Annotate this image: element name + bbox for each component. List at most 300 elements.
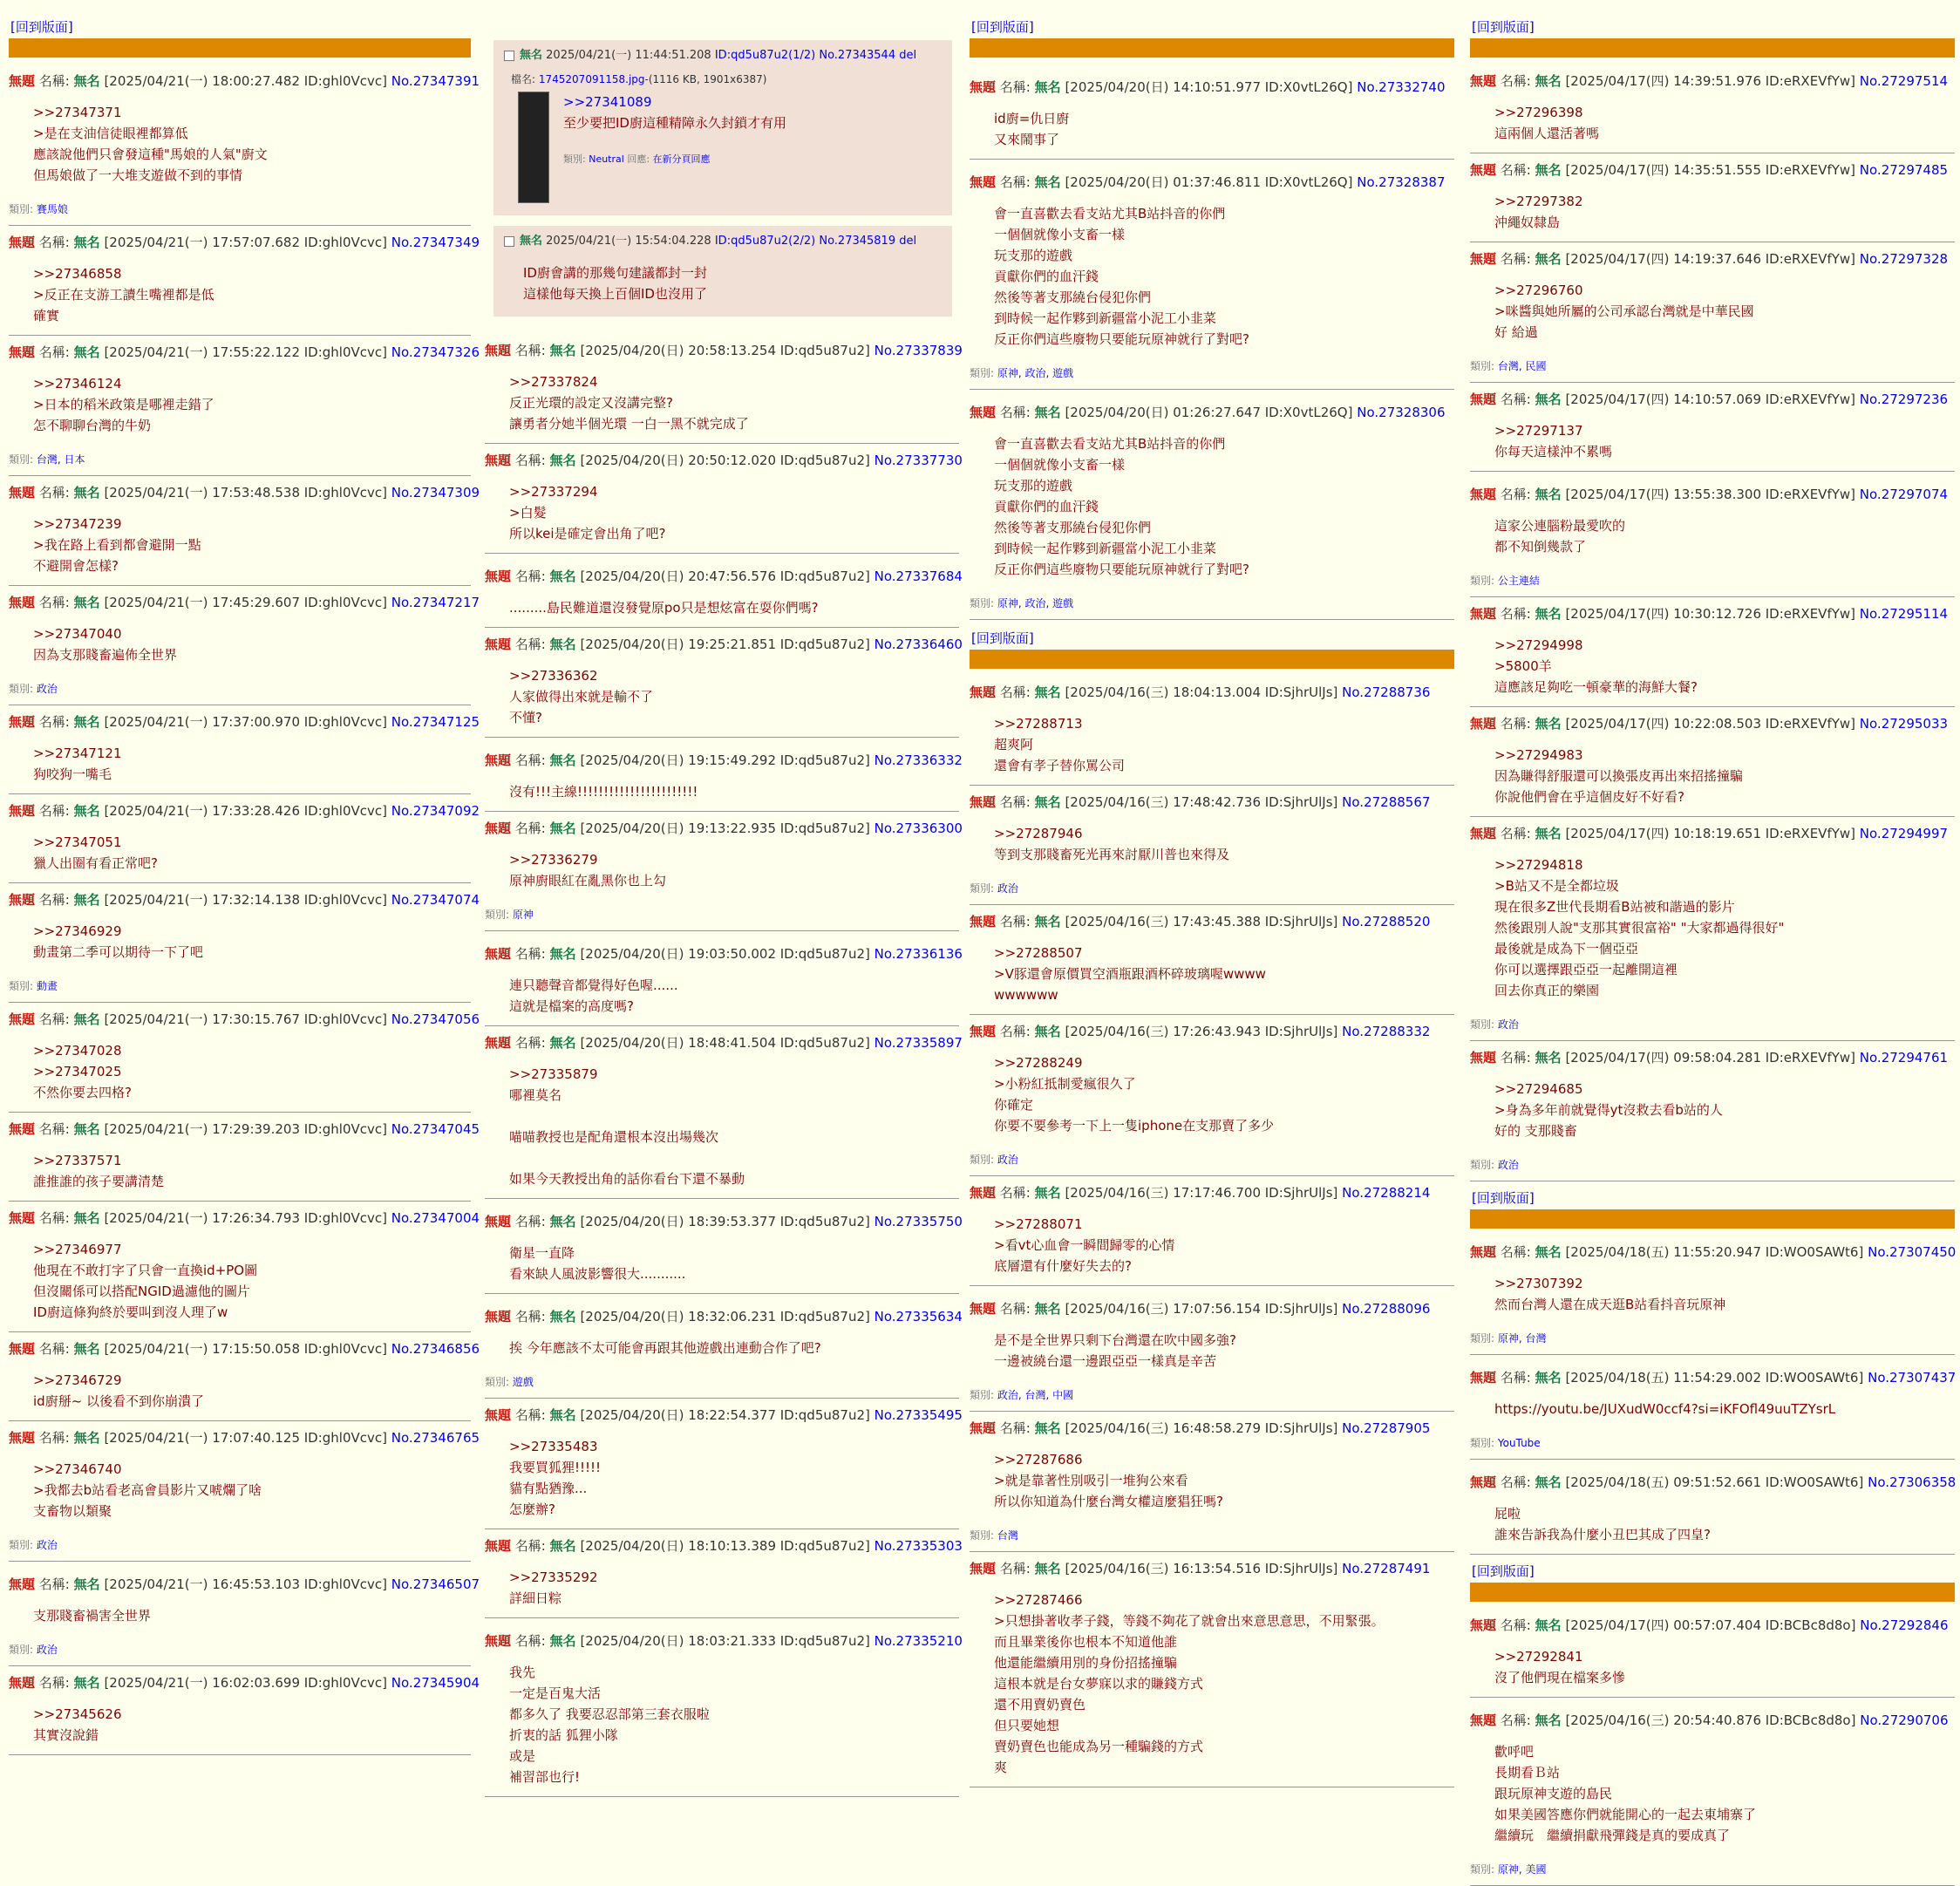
post-title: 無題 [970,1301,997,1317]
post-body: >>27287466 >只想掛著收孝子錢，等錢不夠花了就會出來意思意思，不用緊張。 而且畢業後你也根本不知道他誰 他還能繼續用別的身份招搖撞騙 這根本就是台女夢寐以求的賺錢方式 還不用賣奶賣色 但只要她想 賣奶賣色也能成為另一種騙錢的方式 爽 [994,1592,1385,1775]
post-number[interactable]: No.27288736 [1342,684,1431,700]
post-title: 無題 [970,1420,997,1436]
poster-name: 無名 [1034,914,1061,929]
post-title: 無題 [485,1538,512,1554]
post [1470,242,1955,383]
post-number[interactable]: No.27297236 [1859,391,1949,407]
post-number[interactable]: No.27335634 [874,1309,963,1324]
back-to-board-link[interactable]: [回到版面] [971,630,1034,646]
category-label: 類別: [1470,575,1495,587]
post-number[interactable]: No.27288520 [1342,914,1431,929]
post-title: 無題 [485,569,512,584]
name-label: 名稱: [1500,391,1531,407]
post-header [485,820,963,837]
poster-name: 無名 [1535,826,1562,841]
category-tags[interactable]: 政治 [997,882,1018,895]
name-label: 名稱: [38,714,70,730]
category-label: 類別: [970,1389,995,1401]
poster-name: 無名 [1034,1561,1061,1576]
post-header [970,78,1454,96]
post [970,160,1454,390]
post-title: 無題 [1470,1244,1497,1260]
category-tags[interactable]: 原神 [512,909,534,921]
category-label: 類別: [485,1376,510,1388]
back-to-board-link[interactable]: [回到版面] [1472,1563,1535,1579]
post-number[interactable]: No.27345819 [819,235,896,248]
post-number[interactable]: No.27335303 [874,1538,963,1554]
post-number[interactable]: No.27336300 [874,820,963,836]
back-to-board-link[interactable]: [回到版面] [971,19,1034,35]
post-date: [2025/04/20(日) 20:50:12.020 ID:qd5u87u2] [580,453,870,468]
post-title: 無題 [485,820,512,836]
poster-name: 無名 [73,803,100,819]
category-tags[interactable]: 台灣 [997,1529,1018,1542]
post-date: [2025/04/16(三) 17:07:56.154 ID:SjhrUlJs] [1065,1301,1338,1317]
select-checkbox[interactable] [504,236,514,247]
post-title: 無題 [970,914,997,929]
post-date: [2025/04/17(四) 14:10:57.069 ID:eRXEVfYw] [1565,391,1856,407]
name-label: 名稱: [1500,1244,1531,1260]
post-title: 無題 [9,344,36,360]
post-number[interactable]: No.27347391 [391,73,480,89]
post-number[interactable]: No.27295033 [1859,716,1949,732]
poster-name: 無名 [1034,405,1061,420]
post-title: 無題 [9,73,36,89]
name-label: 名稱: [999,405,1031,420]
post-number[interactable]: No.27297514 [1859,73,1949,89]
column-1 [9,12,480,1755]
post-date: [2025/04/20(日) 18:03:21.333 ID:qd5u87u2] [580,1633,870,1649]
post-categories [1470,1435,1955,1450]
post-number[interactable]: No.27343544 [819,49,896,62]
category-tags[interactable]: 原神, 政治, 遊戲 [997,597,1074,609]
post-categories [485,907,959,922]
poster-name: 無名 [549,1035,576,1051]
post-title: 無題 [485,343,512,358]
post-header [9,802,480,820]
delete-link[interactable]: del [899,235,917,248]
name-label: 名稱: [1500,1617,1531,1633]
poster-name: 無名 [1535,606,1562,622]
post-number[interactable]: No.27335495 [874,1407,963,1423]
post-categories [1470,1862,1955,1876]
name-label: 名稱: [1500,251,1531,267]
post-number[interactable]: No.27347125 [391,714,480,730]
category-label: 類別: [563,153,586,165]
post-title: 無題 [485,453,512,468]
post-header [9,1674,480,1692]
post-body: >>27297137 你每天這樣沖不累嗎 [1494,423,1613,460]
post-header [485,1034,963,1052]
poster-name: 無名 [549,820,576,836]
post-number[interactable]: No.27346856 [391,1341,480,1357]
post-title: 無題 [1470,73,1497,89]
post-categories [970,1152,1454,1167]
post-header [1470,486,1955,503]
post-body: >>27336279 原神廚眼紅在亂黑你也上勾 [509,852,667,889]
name-label: 名稱: [1500,606,1531,622]
post-categories [485,1374,959,1389]
post-number[interactable]: No.27347309 [391,485,480,500]
category-label: 類別: [1470,1018,1495,1031]
post-header [970,1300,1454,1317]
post-number[interactable]: No.27328387 [1357,174,1446,190]
poster-name: 無名 [549,1633,576,1649]
post-number[interactable]: No.27336332 [874,752,963,768]
name-label: 名稱: [999,1420,1031,1436]
post-categories [1470,1157,1955,1172]
post-header [1470,250,1955,268]
name-label: 名稱: [1500,1712,1531,1728]
post-header [970,913,1454,930]
category-tags[interactable]: 政治 [36,1644,58,1656]
post-date: [2025/04/17(四) 14:35:51.555 ID:eRXEVfYw] [1565,162,1856,178]
post-title: 無題 [485,1214,512,1229]
category-tags[interactable]: 遊戲 [512,1376,534,1388]
category-tags[interactable]: 政治, 台灣, 中國 [997,1389,1074,1401]
image-thumbnail[interactable] [518,92,549,203]
post-date: [2025/04/16(三) 16:13:54.516 ID:SjhrUlJs] [1065,1561,1338,1576]
post-date: [2025/04/16(三) 16:48:58.279 ID:SjhrUlJs] [1065,1420,1338,1436]
post-body: >>27294983 因為賺得舒服還可以換張皮再出來招搖撞騙 你說他們會在乎這個皮好不好看? [1494,747,1744,805]
post-header [970,174,1454,191]
post [970,1176,1454,1286]
post-number[interactable]: No.27295114 [1859,606,1949,622]
post-date: [2025/04/21(一) 16:45:53.103 ID:ghl0Vcvc] [104,1576,388,1592]
post-number[interactable]: No.27336136 [874,946,963,962]
poster-name: 無名 [1535,1370,1562,1386]
post-date: [2025/04/20(日) 01:26:27.647 ID:X0vtL26Q] [1065,405,1353,420]
category-tags[interactable]: 原神, 政治, 遊戲 [997,367,1074,379]
poster-name: 無名 [549,453,576,468]
post-body: >>27296760 >咪醬與她所屬的公司承認台灣就是中華民國 好 給過 [1494,283,1754,340]
post-number[interactable]: No.27288214 [1342,1185,1431,1201]
post-body: 屁啦 誰來告訴我為什麼小丑巴其成了四皇? [1494,1506,1711,1542]
post-body: >>27346858 >反正在支游工讀生嘴裡都是低 確實 [33,266,214,323]
post [9,883,480,1003]
post-body: >>27292841 沒了他們現在檔案多慘 [1494,1649,1626,1685]
category-label: 類別: [1470,1332,1495,1345]
poster-name: 無名 [549,1407,576,1423]
category-label: 類別: [9,980,34,992]
name-label: 名稱: [1500,716,1531,732]
reply-post [493,40,952,215]
category-tags[interactable]: 政治 [36,683,58,695]
name-label: 名稱: [999,914,1031,929]
poster-name: 無名 [549,569,576,584]
back-to-board-link[interactable]: [回到版面] [1472,1190,1535,1206]
post-number[interactable]: No.27307450 [1868,1244,1957,1260]
name-label: 名稱: [514,1538,546,1554]
post-date: [2025/04/20(日) 20:58:13.254 ID:qd5u87u2] [580,343,870,358]
post-categories [1470,358,1955,373]
name-label: 名稱: [38,1430,70,1446]
category-label: 類別: [970,367,995,379]
category-tags[interactable]: 政治 [36,1539,58,1551]
post [1470,707,1955,817]
post-header [9,594,480,611]
post-list [970,676,1454,1787]
post-body: 衛星一直降 看來缺人風波影響很大........... [509,1245,686,1282]
file-link[interactable]: 1745207091158.jpg [538,73,645,85]
post-title: 無題 [9,892,36,908]
post-title: 無題 [9,595,36,610]
name-label: 名稱: [38,1341,70,1357]
post-title: 無題 [1470,251,1497,267]
post-number[interactable]: No.27347326 [391,344,480,360]
post [485,812,963,931]
post-title: 無題 [1470,1474,1497,1490]
post [970,1286,1454,1412]
post-date: [2025/04/21(一) 17:53:48.538 ID:ghl0Vcvc] [104,485,388,500]
post-number[interactable]: No.27347045 [391,1121,480,1137]
post-list [970,65,1454,620]
post-body: >>27346729 id廚掰~ 以後看不到你崩潰了 [33,1372,205,1409]
post-title: 無題 [970,1024,997,1039]
back-to-board-link[interactable]: [回到版面] [10,19,73,35]
post-body: >>27346977 他現在不敢打字了只會一直換id+PO圖 但沒關係可以搭配NGID過濾他的圖片 ID廚這條狗終於要叫到沒人理了w [33,1242,258,1320]
poster-name: 無名 [1535,251,1562,267]
post-number[interactable]: No.27297485 [1859,162,1949,178]
post-list [1470,1236,1955,1555]
category-tags[interactable]: 政治 [1497,1018,1519,1031]
post-body: >>27347051 獵人出圈有看正常吧? [33,834,158,871]
post-number[interactable]: No.27297074 [1859,487,1949,502]
post-title: 無題 [970,1185,997,1201]
post-number[interactable]: No.27335897 [874,1035,963,1051]
post-number[interactable]: No.27297328 [1859,251,1949,267]
post [485,1529,963,1618]
category-tags[interactable]: 台灣, 日本 [36,453,85,466]
category-label: 類別: [9,1539,34,1551]
post-number[interactable]: No.27347004 [391,1210,480,1226]
post-body: >>27297382 沖繩奴隸島 [1494,194,1583,230]
post-title: 無題 [1470,1050,1497,1066]
post-title: 無題 [485,637,512,652]
poster-name: 無名 [549,752,576,768]
post [1470,597,1955,707]
quote-link[interactable]: >>27341089 [563,94,652,110]
post-body: >>27337824 反正光環的設定又沒講完整? 讓勇者分她半個光環 一白一黑不就完成了 [509,374,749,432]
post-date: [2025/04/21(一) 18:00:27.482 ID:ghl0Vcvc] [104,73,388,89]
post-number[interactable]: No.27335210 [874,1633,963,1649]
post-number[interactable]: No.27347217 [391,595,480,610]
post-number[interactable]: No.27306358 [1868,1474,1957,1490]
post-number[interactable]: No.27288567 [1342,794,1431,810]
post-header [9,1209,480,1227]
post-header [9,1576,480,1593]
category-tags[interactable]: 政治 [1497,1159,1519,1171]
post-body: 我先 一定是百鬼大活 都多久了 我要忍忍部第三套衣服啦 折衷的話 狐狸小隊 或是 補習部也行! [509,1665,710,1785]
post-number[interactable]: No.27346507 [391,1576,480,1592]
category-tag[interactable]: Neutral [589,153,624,165]
post-header [485,1632,963,1650]
post-number[interactable]: No.27290706 [1860,1712,1949,1728]
poster-name: 無名 [1034,684,1061,700]
category-label: 類別: [9,453,34,466]
name-label: 名稱: [514,343,546,358]
post-body: 會一直喜歡去看支站尤其B站抖音的你們 一個個就像小支畜一樣 玩支那的遊戲 貢獻你們的血汗錢 然後等著支那繞台侵犯你們 到時候一起作夥到新疆當小泥工小韭菜 反正你們這些廢物只要能玩原神就行了對吧? [994,436,1249,577]
post-date: [2025/04/16(三) 17:17:46.700 ID:SjhrUlJs] [1065,1185,1338,1201]
post-date: [2025/04/16(三) 20:54:40.876 ID:BCBc8d8o] [1565,1712,1856,1728]
name-label: 名稱: [38,1011,70,1027]
post-number[interactable]: No.27307437 [1868,1370,1957,1386]
post-date: [2025/04/21(一) 17:55:22.122 ID:ghl0Vcvc] [104,344,388,360]
post-date: [2025/04/17(四) 10:30:12.726 ID:eRXEVfYw] [1565,606,1856,622]
category-tags[interactable]: 公主連結 [1497,575,1540,587]
post-number[interactable]: No.27288096 [1342,1301,1431,1317]
name-label: 名稱: [1500,826,1531,841]
post-date: [2025/04/21(一) 17:15:50.058 ID:ghl0Vcvc] [104,1341,388,1357]
name-label: 名稱: [514,946,546,962]
post-body: >>27288249 >小粉紅抵制愛瘋很久了 你確定 你要不要參考一下上一隻iphone在支那賣了多少 [994,1055,1275,1134]
post-header [1470,72,1955,90]
poster-name: 無名 [520,235,543,248]
post-number[interactable]: No.27292846 [1860,1617,1949,1633]
post-number[interactable]: No.27287491 [1342,1561,1431,1576]
category-tags[interactable]: YouTube [1497,1437,1541,1449]
name-label: 名稱: [38,73,70,89]
post-date: [2025/04/18(五) 09:51:52.661 ID:WO0SAWt6] [1565,1474,1864,1490]
category-tags[interactable]: 原神, 美國 [1497,1863,1547,1876]
post-number[interactable]: No.27332740 [1357,79,1446,95]
post-date: [2025/04/16(三) 17:26:43.943 ID:SjhrUlJs] [1065,1024,1338,1039]
poster-name: 無名 [1034,1024,1061,1039]
post-categories [9,978,471,993]
post [9,1666,480,1755]
post-date: [2025/04/21(一) 17:07:40.125 ID:ghl0Vcvc] [104,1430,388,1446]
category-tags[interactable]: 賽馬娘 [36,203,68,215]
post [970,1412,1454,1552]
post-number[interactable]: No.27347349 [391,235,480,250]
post-number[interactable]: No.27337730 [874,453,963,468]
post-body: >>27346929 動畫第二季可以期待一下了吧 [33,923,204,960]
post [1470,1355,1955,1460]
post-body: >>27347028 >>27347025 不然你要去四格? [33,1043,132,1100]
poster-name: 無名 [73,714,100,730]
post [1470,1236,1955,1355]
post-date: [2025/04/20(日) 19:03:50.002 ID:qd5u87u2] [580,946,870,962]
name-label: 名稱: [38,1210,70,1226]
post-date: [2025/04/18(五) 11:55:20.947 ID:WO0SAWt6] [1565,1244,1864,1260]
post-list [1470,1609,1955,1886]
post-header [9,891,480,909]
name-label: 名稱: [999,1024,1031,1039]
post-title: 無題 [485,946,512,962]
post [485,1199,963,1294]
post-title: 無題 [1470,391,1497,407]
post-number[interactable]: No.27347092 [391,803,480,819]
post-id[interactable]: ID:qd5u87u2(1/2) [714,49,816,62]
post-number[interactable]: No.27294997 [1859,826,1949,841]
post-header [485,342,963,359]
post-body: >>27288713 超爽阿 還會有孝子替你罵公司 [994,716,1126,773]
post-body: 會一直喜歡去看支站尤其B站抖音的你們 一個個就像小支畜一樣 玩支那的遊戲 貢獻你們的血汗錢 然後等著支那繞台侵犯你們 到時候一起作夥到新疆當小泥工小韭菜 反正你們這些廢物只要能玩原神就行了對吧? [994,206,1249,347]
post-number[interactable]: No.27288332 [1342,1024,1431,1039]
post-header [1470,1474,1955,1491]
poster-name: 無名 [1034,1301,1061,1317]
category-tags[interactable]: 動畫 [36,980,58,992]
post-date: [2025/04/16(三) 17:43:45.388 ID:SjhrUlJs] [1065,914,1338,929]
poster-name: 無名 [549,1214,576,1229]
name-label: 名稱: [999,174,1031,190]
post-header [485,1406,963,1424]
post-header [970,793,1454,811]
reply-in-new-tab-link[interactable]: 在新分頁回應 [652,153,711,165]
post-date: [2025/04/21(一) 17:45:29.607 ID:ghl0Vcvc] [104,595,388,610]
post-header [1470,1049,1955,1066]
delete-link[interactable]: del [899,49,917,62]
select-checkbox[interactable] [504,51,514,61]
post-header [1470,1369,1955,1386]
category-tags[interactable]: 政治 [997,1154,1018,1166]
post-body: >>27294685 >身為多年前就覺得yt沒救去看b站的人 好的 支那賤畜 [1494,1081,1723,1139]
post-body: >>27337571 誰推誰的孩子要講清楚 [33,1153,165,1189]
name-label: 名稱: [1500,1474,1531,1490]
post-date: [2025/04/17(四) 14:39:51.976 ID:eRXEVfYw] [1565,73,1856,89]
category-label: 類別: [1470,360,1495,372]
post-title: 無題 [1470,1712,1497,1728]
post-number[interactable]: No.27337839 [874,343,963,358]
post-header [1470,1617,1955,1634]
header-bar [970,38,1454,58]
post-number[interactable]: No.27336460 [874,637,963,652]
poster-name: 無名 [549,1309,576,1324]
post-number[interactable]: No.27335750 [874,1214,963,1229]
category-tags[interactable]: 台灣, 民國 [1497,360,1547,372]
post-number[interactable]: No.27328306 [1357,405,1446,420]
post-date: [2025/04/20(日) 18:32:06.231 ID:qd5u87u2] [580,1309,870,1324]
poster-name: 無名 [1535,391,1562,407]
post-number[interactable]: No.27287905 [1342,1420,1431,1436]
post-title: 無題 [9,1121,36,1137]
post-id[interactable]: ID:qd5u87u2(2/2) [714,235,816,248]
post-title: 無題 [1470,606,1497,622]
back-to-board-link[interactable]: [回到版面] [1472,19,1535,35]
post-title: 無題 [485,1035,512,1051]
post-header [970,1420,1454,1437]
post-number[interactable]: No.27347056 [391,1011,480,1027]
post-date: [2025/04/17(四) 09:58:04.281 ID:eRXEVfYw] [1565,1050,1856,1066]
post-body: .........島民難道還沒發覺原po只是想炫富在耍你們嗎? [509,600,819,616]
post-header [1470,1712,1955,1729]
post-body: 支那賤畜禍害全世界 [33,1608,152,1624]
post-header [9,1340,480,1358]
post-header [485,568,963,585]
post-title: 無題 [485,752,512,768]
post-body: >>27336362 人家做得出來就是輸不了 不懂? [509,668,654,725]
post-number[interactable]: No.27294761 [1859,1050,1949,1066]
category-tags[interactable]: 原神, 台灣 [1497,1332,1547,1345]
post-title: 無題 [970,794,997,810]
poster-name: 無名 [1034,79,1061,95]
post-header [9,484,480,501]
name-label: 名稱: [1500,1370,1531,1386]
post-date: [2025/04/17(四) 13:55:38.300 ID:eRXEVfYw] [1565,487,1856,502]
post-number[interactable]: No.27345904 [391,1675,480,1691]
post-date: [2025/04/21(一) 17:29:39.203 ID:ghl0Vcvc] [104,1121,388,1137]
post-number[interactable]: No.27346765 [391,1430,480,1446]
post-number[interactable]: No.27337684 [874,569,963,584]
post-date: [2025/04/21(一) 17:37:00.970 ID:ghl0Vcvc] [104,714,388,730]
post-title: 無題 [9,485,36,500]
post-date: [2025/04/20(日) 18:10:13.389 ID:qd5u87u2] [580,1538,870,1554]
post-list [9,65,480,1755]
header-bar [970,650,1454,669]
post-number[interactable]: No.27347074 [391,892,480,908]
post-body: 挨 今年應該不太可能會再跟其他遊戲出連動合作了吧? [509,1340,821,1356]
post [970,786,1454,905]
